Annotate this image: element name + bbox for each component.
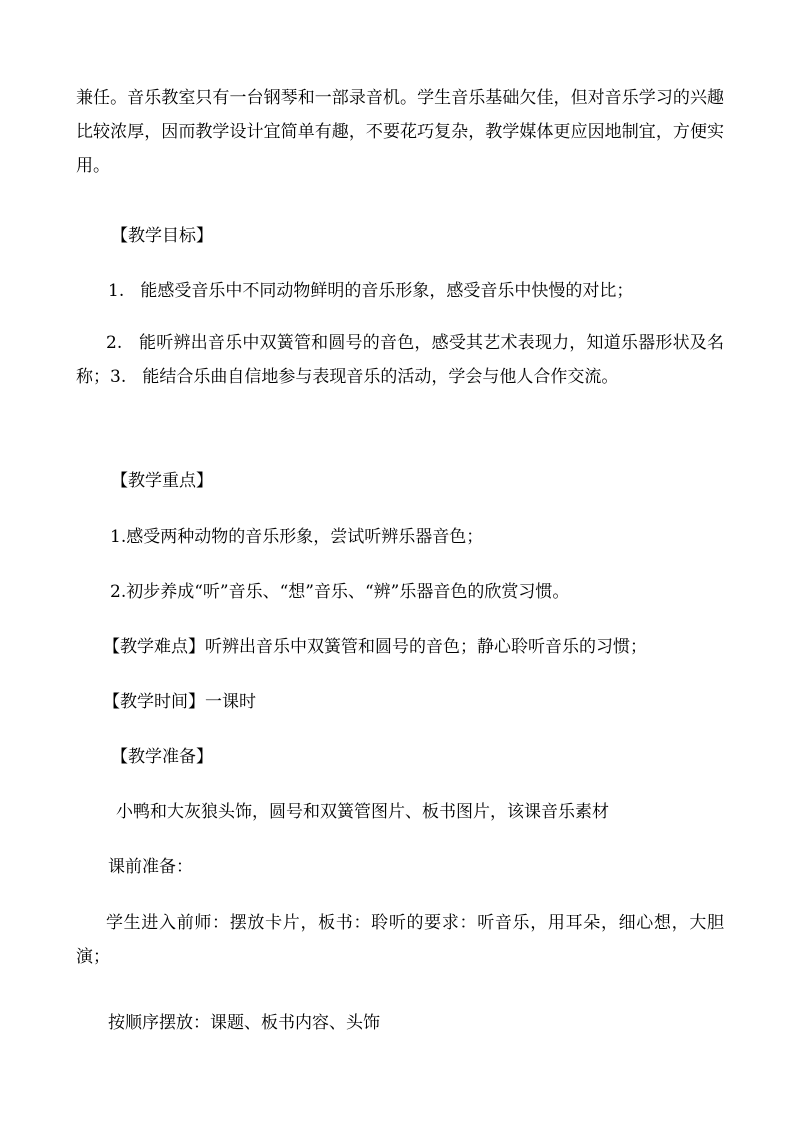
difficulty-line: 【教学难点】听辨出音乐中双簧管和圆号的音色；静心聆听音乐的习惯； <box>103 637 647 657</box>
keypoints-heading: 【教学重点】 <box>111 471 213 491</box>
preclass-heading: 课前准备： <box>108 857 193 877</box>
preclass-order-line: 按顺序摆放：课题、板书内容、头饰 <box>108 1013 380 1033</box>
keypoint-item-1: 1.感受两种动物的音乐形象，尝试听辨乐器音色； <box>110 527 484 547</box>
preclass-student-line: 学生进入前师：摆放卡片，板书：聆听的要求：听音乐，用耳朵，细心想，大胆演； <box>76 913 724 967</box>
time-line: 【教学时间】一课时 <box>103 692 256 712</box>
keypoint-item-2: 2.初步养成“听”音乐、“想”音乐、“辨”乐器音色的欣赏习惯。 <box>110 582 570 602</box>
goals-heading: 【教学目标】 <box>111 226 213 246</box>
intro-paragraph: 兼任。音乐教室只有一台钢琴和一部录音机。学生音乐基础欠佳，但对音乐学习的兴趣比较浓厚，因而教学设计宜简单有趣，不要花巧复杂，教学媒体更应因地制宜，方便实用。 <box>76 88 724 176</box>
prep-items: 小鸭和大灰狼头饰，圆号和双簧管图片、板书图片，该课音乐素材 <box>116 802 609 822</box>
goal-item-2-3: 2. 能听辨出音乐中双簧管和圆号的音色，感受其艺术表现力，知道乐器形状及名称；3. 能结合乐曲自信地参与表现音乐的活动，学会与他人合作交流。 <box>76 333 724 387</box>
goal-item-1: 1. 能感受音乐中不同动物鲜明的音乐形象，感受音乐中快慢的对比； <box>108 281 634 301</box>
prep-heading: 【教学准备】 <box>111 747 213 767</box>
